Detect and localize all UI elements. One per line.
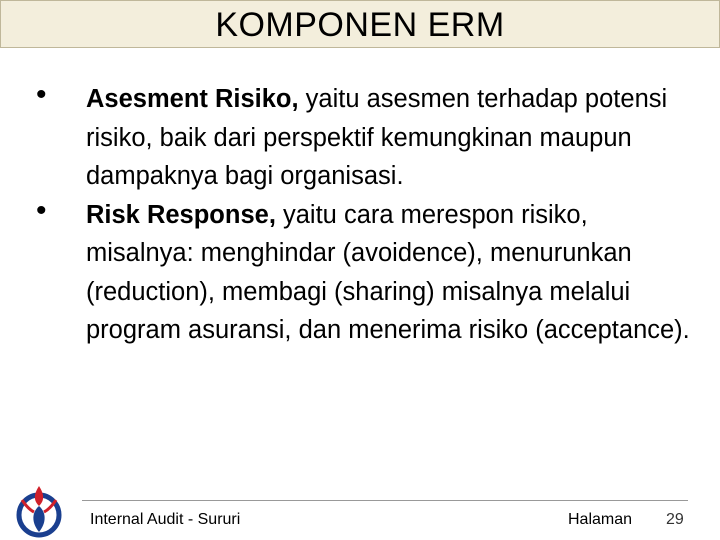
bullet-icon: •: [36, 78, 47, 111]
bullet-item-asesment: [36, 80, 696, 196]
footer-divider: [82, 500, 688, 501]
bullet-icon: •: [36, 193, 47, 227]
slide-title: KOMPONEN ERM: [215, 5, 505, 44]
bullet-term: Risk Response,: [86, 200, 276, 229]
footer-author: Internal Audit - Sururi: [90, 511, 241, 528]
bullet-description: yaitu cara merespon risiko, misalnya: menghindar (avoidence), menurunkan (reduction), membagi (sharing) misalnya melalui program asuransi, dan menerima risiko (acceptance).: [86, 200, 690, 344]
bullet-description: yaitu asesmen terhadap potensi risiko, baik dari perspektif kemungkinan maupun dampaknya bagi organisasi.: [86, 85, 668, 190]
bullet-item-risk-response: [36, 193, 696, 350]
footer-page-label: Halaman: [568, 511, 633, 528]
bullet-list: [36, 80, 696, 350]
page-number: 29: [666, 511, 684, 528]
title-bar: [0, 0, 720, 48]
bullet-term: Asesment Risiko,: [86, 85, 299, 113]
logo-icon: [8, 482, 70, 538]
